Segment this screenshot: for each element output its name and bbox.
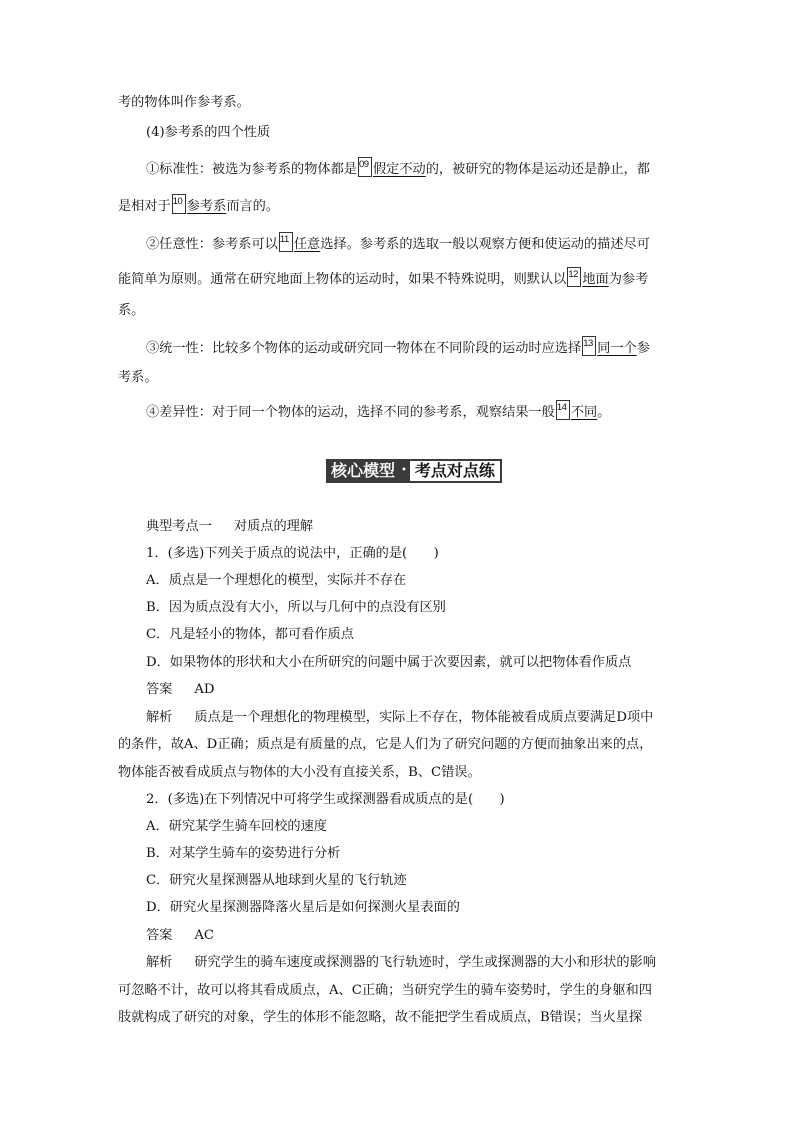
section-heading-right: 考点对点练 [408,459,502,483]
option-c: C．凡是轻小的物体，都可看作质点 [146,627,354,642]
section-heading-dot: • [400,459,408,483]
option-a: A．研究某学生骑车回校的速度 [146,819,327,834]
blank-number-box: 10 [172,194,186,214]
text-line: 能简单为原则。通常在研究地面上物体的运动时，如果不特殊说明，则默认以 12 地面为参考 [118,269,649,287]
answer-row: 答案 AD [146,682,215,697]
explanation-row: 解析 质点是一个理想化的物理模型，实际上不存在，物体能被看成质点要满足D项中 [146,710,654,725]
property-difference: ④差异性：对于同一个物体的运动，选择不同的参考系，观察结果一般 14 不同。 [146,402,611,420]
option-d: D．如果物体的形状和大小在所研究的问题中属于次要因素，就可以把物体看作质点 [146,655,632,670]
property-arbitrary: ②任意性：参考系可以 11 任意选择。参考系的选取一般以观察方便和使运动的描述尽可 [146,234,650,252]
section-heading [326,459,502,483]
option-a: A．质点是一个理想化的模型，实际并不存在 [146,573,407,588]
blank-number-box: 12 [567,267,581,287]
option-b: B．对某学生骑车的姿势进行分析 [146,846,341,861]
fill-answer: 任意 [293,237,321,252]
option-d: D．研究火星探测器降落火星后是如何探测火星表面的 [146,900,460,915]
blank-number-box: 09 [358,157,372,177]
blank-number-box: 14 [556,400,570,420]
section-heading-left: 核心模型 [326,459,400,483]
explanation-row: 解析 研究学生的骑车速度或探测器的飞行轨迹时，学生或探测器的大小和形状的影响 [146,955,656,970]
fill-answer: 同一个 [597,341,637,356]
blank-number-box: 13 [582,336,596,356]
question-2: 2．(多选)在下列情况中可将学生或探测器看成质点的是( ) [146,792,505,807]
answer-row: 答案 AC [146,928,214,943]
fill-answer: 地面 [582,272,609,287]
text-line: 肢就构成了研究的对象，学生的体形不能忽略，故不能把学生看成质点，B错误；当火星探 [118,1010,642,1025]
text-line: 物体能否被看成质点与物体的大小没有直接关系，B、C错误。 [118,765,481,780]
question-1: 1．(多选)下列关于质点的说法中，正确的是( ) [146,546,439,561]
property-unity: ③统一性：比较多个物体的运动或研究同一物体在不同阶段的运动时应选择 13 同一个参 [146,338,650,356]
fill-answer: 参考系 [186,199,227,214]
text-line: 是相对于 10 参考系而言的。 [118,196,280,214]
topic-title: 典型考点一 对质点的理解 [146,519,314,534]
text-line: 系。 [118,303,145,318]
fill-answer: 假定不动 [373,162,426,177]
fill-answer: 不同 [570,405,598,420]
blank-number-box: 11 [279,232,293,252]
text-line: 可忽略不计，故可以将其看成质点，A、C正确；当研究学生的骑车姿势时，学生的身躯和四 [118,983,652,998]
subheading: (4)参考系的四个性质 [146,125,271,140]
option-c: C．研究火星探测器从地球到火星的飞行轨迹 [146,873,407,888]
text-line: 考系。 [118,370,158,385]
property-standard: ①标准性：被选为参考系的物体都是 09 假定不动的，被研究的物体是运动还是静止，都 [146,159,650,177]
option-b: B．因为质点没有大小，所以与几何中的点没有区别 [146,600,446,615]
text-line: 的条件，故A、D正确；质点是有质量的点，它是人们为了研究问题的方便而抽象出来的点， [118,737,653,752]
text-line: 考的物体叫作参考系。 [118,95,250,110]
